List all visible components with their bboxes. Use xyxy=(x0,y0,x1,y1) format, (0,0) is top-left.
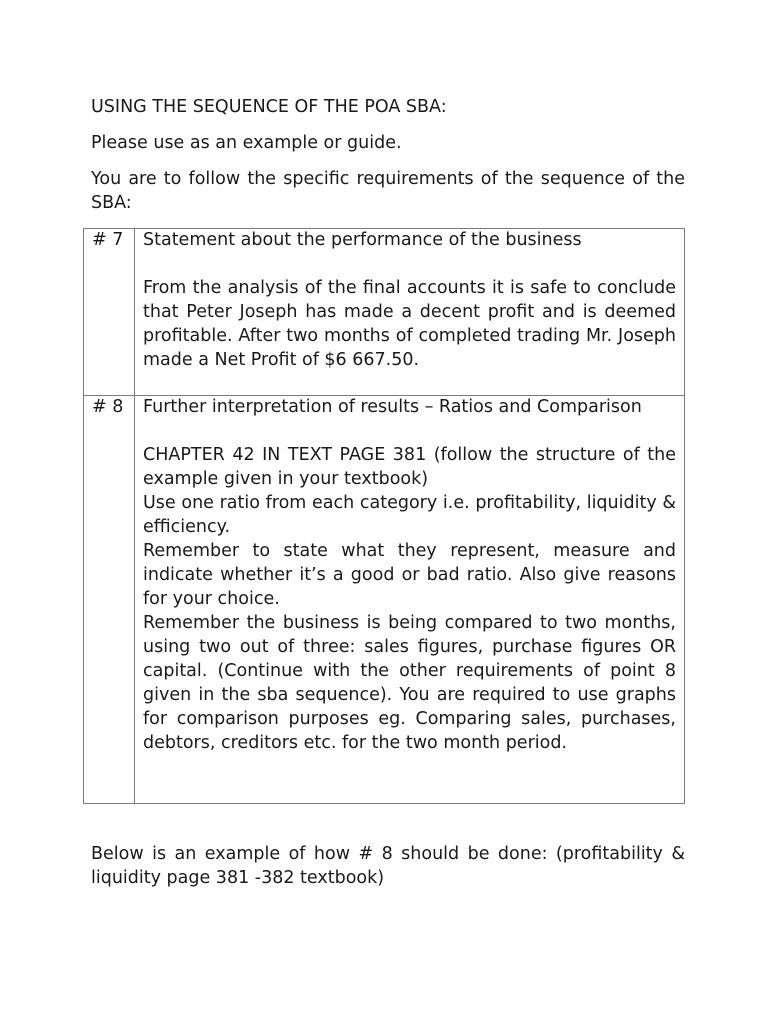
reminder-ratios: Remember to state what they represent, measure and indicate whether it’s a good or bad ratio. Also give reasons for your choice. xyxy=(143,541,676,609)
row-number: # 8 xyxy=(92,397,124,417)
intro-line: Please use as an example or guide. xyxy=(91,133,402,153)
sba-sequence-table xyxy=(83,228,685,804)
row-number-cell xyxy=(84,229,135,396)
row-body: From the analysis of the final accounts it is safe to conclude that Peter Joseph has made a decent profit and is deemed profitable. After two months of completed trading Mr. Joseph made a Net Profit of $6 667.50. xyxy=(143,278,676,370)
table-row-8 xyxy=(84,396,685,804)
follow-instructions: You are to follow the specific requirements of the sequence of the SBA: xyxy=(91,169,685,213)
row-number: # 7 xyxy=(92,230,124,250)
row-title: Further interpretation of results – Ratios and Comparison xyxy=(143,397,642,417)
row-title: Statement about the performance of the business xyxy=(143,230,582,250)
table-row-7 xyxy=(84,229,685,396)
row-number-cell xyxy=(84,396,135,804)
reminder-comparison: Remember the business is being compared to two months, using two out of three: sales figures, purchase figures OR capital. (Continue with the other requirements of point 8 given in the sba sequence). You are required to use graphs for comparison purposes eg. Comparing sales, purchases, debtors, creditors etc. for the two month period. xyxy=(143,613,676,753)
example-note: Below is an example of how # 8 should be done: (profitability & liquidity page 381 -382 textbook) xyxy=(91,844,685,888)
row-content-cell xyxy=(135,229,685,396)
row-content-cell xyxy=(135,396,685,804)
document-heading: USING THE SEQUENCE OF THE POA SBA: xyxy=(91,97,447,117)
chapter-reference: CHAPTER 42 IN TEXT PAGE 381 (follow the structure of the example given in your textbook) xyxy=(143,445,676,489)
ratio-instruction: Use one ratio from each category i.e. profitability, liquidity & efficiency. xyxy=(143,493,676,537)
